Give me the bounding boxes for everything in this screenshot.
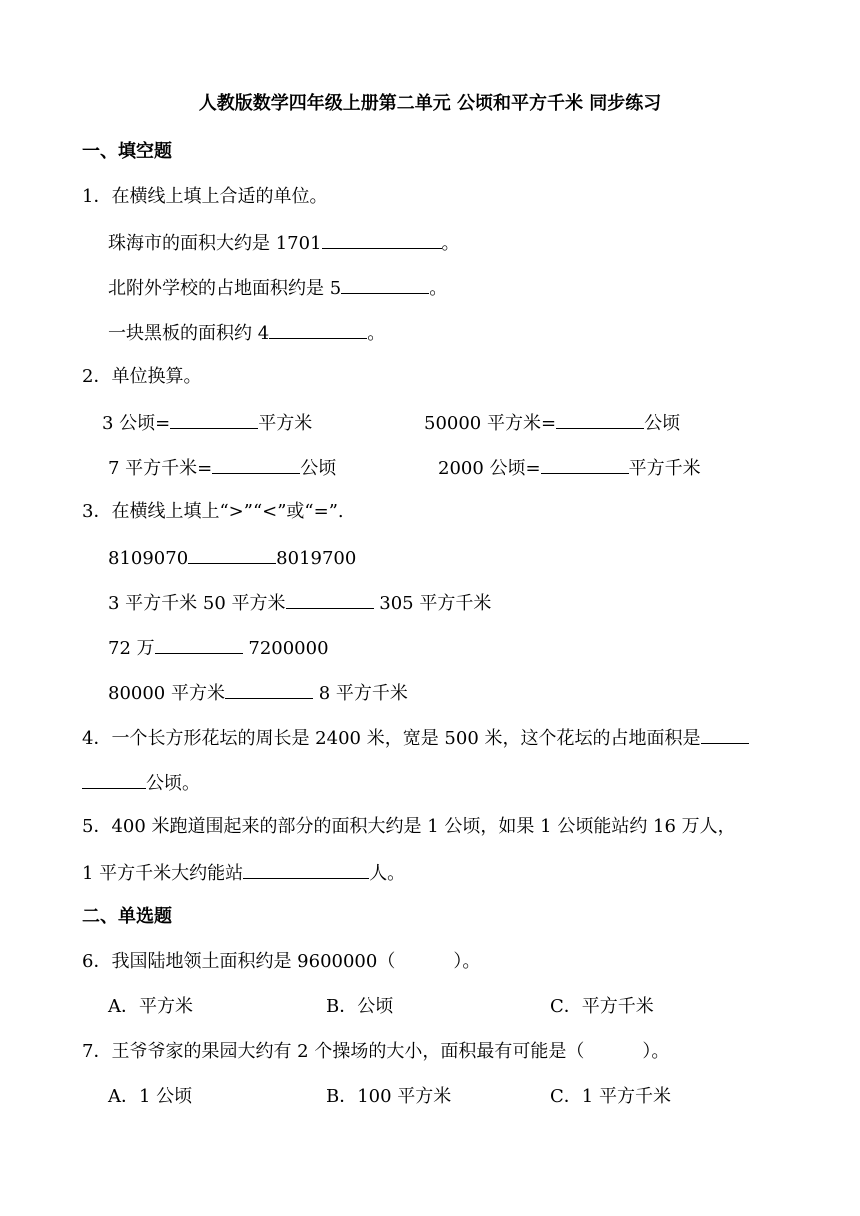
section-heading-choice: 二、单选题 <box>82 906 172 927</box>
conversion-unit: 公顷 <box>644 413 681 434</box>
compare-right: 305 平方千米 <box>373 593 492 614</box>
question-7-option-c[interactable]: C．1 平方千米 <box>550 1086 671 1107</box>
question-5-unit: 人。 <box>369 863 406 884</box>
question-7-text: 7．王爷爷家的果园大约有 2 个操场的大小，面积最有可能是（ <box>82 1041 585 1062</box>
question-7-stem <box>82 1040 669 1064</box>
compare-right: 8019700 <box>276 548 357 569</box>
question-6-option-b[interactable]: B．公顷 <box>326 996 394 1017</box>
question-1b <box>108 275 447 301</box>
question-2-r2a <box>108 455 336 481</box>
answer-blank[interactable] <box>341 275 429 294</box>
question-2-r1a <box>102 410 312 436</box>
compare-right: 8 平方千米 <box>312 683 408 704</box>
question-2-stem: 2．单位换算。 <box>82 366 202 387</box>
question-4-line1 <box>82 725 749 751</box>
question-1a-end: 。 <box>441 233 460 254</box>
conversion-text: 3 公顷= <box>102 413 171 434</box>
compare-left: 8109070 <box>108 548 189 569</box>
question-1-stem: 1．在横线上填上合适的单位。 <box>82 186 328 207</box>
question-1c-text: 一块黑板的面积约 4 <box>108 323 270 344</box>
question-3b <box>108 590 491 616</box>
question-7-option-b[interactable]: B．100 平方米 <box>326 1086 452 1107</box>
question-6-option-a[interactable]: A．平方米 <box>108 996 193 1017</box>
question-5-text: 1 平方千米大约能站 <box>82 863 244 884</box>
compare-left: 3 平方千米 50 平方米 <box>108 593 286 614</box>
answer-blank[interactable] <box>243 860 369 879</box>
question-6-option-c[interactable]: C．平方千米 <box>550 996 654 1017</box>
answer-blank[interactable] <box>82 770 146 789</box>
question-2-r2b <box>438 455 701 481</box>
question-6-text: 6．我国陆地领土面积约是 9600000（ <box>82 951 396 972</box>
section-heading-fill: 一、填空题 <box>82 141 172 162</box>
page-title: 人教版数学四年级上册第二单元 公顷和平方千米 同步练习 <box>198 93 662 114</box>
question-3a <box>108 545 356 571</box>
question-1a <box>108 230 460 256</box>
question-4-unit: 公顷。 <box>146 773 200 794</box>
answer-blank[interactable] <box>188 545 276 564</box>
answer-blank[interactable] <box>269 320 367 339</box>
question-1c-end: 。 <box>367 323 386 344</box>
question-3c <box>108 635 329 661</box>
conversion-unit: 公顷 <box>300 458 337 479</box>
question-7-option-a[interactable]: A．1 公顷 <box>108 1086 193 1107</box>
conversion-unit: 平方米 <box>258 413 313 434</box>
answer-blank[interactable] <box>322 230 442 249</box>
question-1a-text: 珠海市的面积大约是 1701 <box>108 233 322 254</box>
question-4-text: 4．一个长方形花坛的周长是 2400 米，宽是 500 米，这个花坛的占地面积是 <box>82 728 701 749</box>
question-1b-end: 。 <box>429 278 448 299</box>
question-1c <box>108 320 385 346</box>
compare-left: 80000 平方米 <box>108 683 225 704</box>
conversion-text: 2000 公顷= <box>438 458 541 479</box>
conversion-text: 50000 平方米= <box>424 413 557 434</box>
question-3-stem: 3．在横线上填上“>”“<”或“=”. <box>82 501 344 522</box>
question-4-line2 <box>82 770 200 796</box>
answer-blank[interactable] <box>170 410 258 429</box>
compare-right: 7200000 <box>242 638 329 659</box>
question-3d <box>108 680 408 706</box>
conversion-text: 7 平方千米= <box>108 458 213 479</box>
question-5-line2 <box>82 860 405 886</box>
question-6-end: ）。 <box>453 951 481 972</box>
question-7-end: ）。 <box>642 1041 670 1062</box>
question-5-line1: 5．400 米跑道围起来的部分的面积大约是 1 公顷，如果 1 公顷能站约 16 万人， <box>82 816 736 837</box>
question-2-r1b <box>424 410 680 436</box>
answer-blank[interactable] <box>155 635 243 654</box>
answer-blank[interactable] <box>701 725 749 744</box>
answer-blank[interactable] <box>212 455 300 474</box>
question-1b-text: 北附外学校的占地面积约是 5 <box>108 278 342 299</box>
conversion-unit: 平方千米 <box>628 458 701 479</box>
answer-blank[interactable] <box>225 680 313 699</box>
answer-blank[interactable] <box>541 455 629 474</box>
answer-blank[interactable] <box>286 590 374 609</box>
answer-blank[interactable] <box>556 410 644 429</box>
compare-left: 72 万 <box>108 638 155 659</box>
question-6-stem <box>82 950 480 974</box>
